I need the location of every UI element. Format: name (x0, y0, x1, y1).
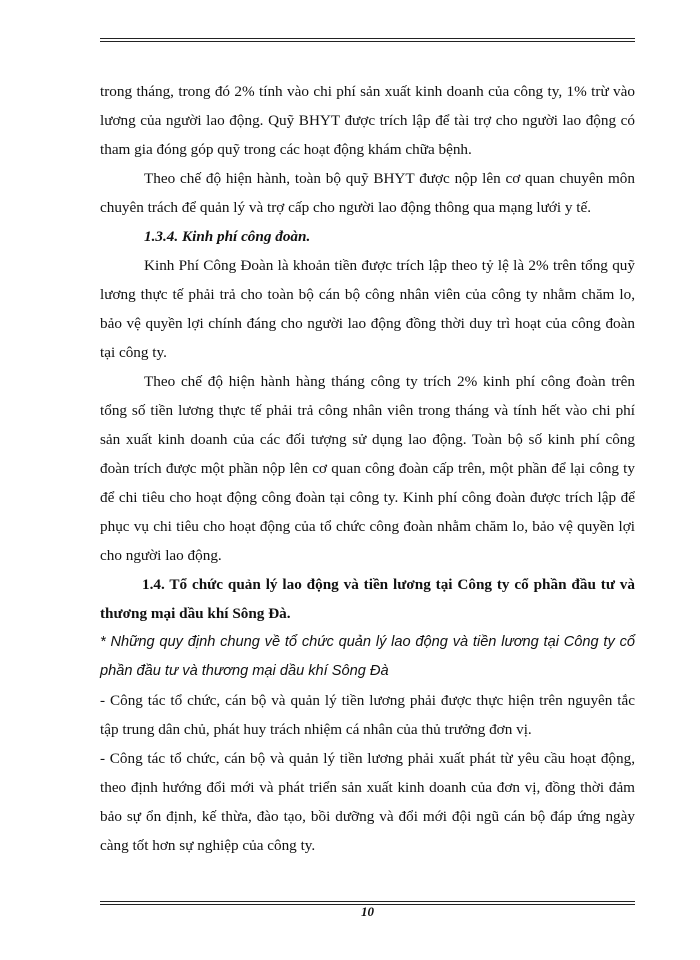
page-number: 10 (361, 904, 374, 919)
paragraph-bhyt-regime: Theo chế độ hiện hành, toàn bộ quỹ BHYT được nộp lên cơ quan chuyên môn chuyên trách để quản lý và trợ cấp cho người lao động thông qua mạng lưới y tế. (100, 170, 635, 216)
paragraph-bhyt-contribution: trong tháng, trong đó 2% tính vào chi phí sản xuất kinh doanh của công ty, 1% trừ vào lương của người lao động. Quỹ BHYT được trích lập để tài trợ cho người lao động có tham gia đóng góp quỹ trong các hoạt động khám chữa bệnh. (100, 83, 635, 158)
general-regulations-note: * Những quy định chung về tổ chức quản lý lao động và tiền lương tại Công ty cổ phần đầu tư và thương mại dầu khí Sông Đà (100, 634, 635, 679)
header-rule (100, 38, 635, 42)
bullet-principle-requirements: - Công tác tổ chức, cán bộ và quản lý tiền lương phải xuất phát từ yêu cầu hoạt động, theo định hướng đổi mới và phát triển sản xuất kinh doanh của đơn vị, đồng thời đảm bảo sự ổn định, kế thừa, đào tạo, bồi dưỡng và đổi mới đội ngũ cán bộ đáp ứng ngày càng tốt hơn sự nghiệp của công ty. (100, 750, 635, 854)
bullet-principle-democracy: - Công tác tổ chức, cán bộ và quản lý tiền lương phải được thực hiện trên nguyên tắc tập trung dân chủ, phát huy trách nhiệm cá nhân của thủ trưởng đơn vị. (100, 692, 635, 738)
page-body (100, 77, 635, 860)
section-heading-1-4: 1.4. Tổ chức quản lý lao động và tiền lương tại Công ty cổ phần đầu tư và thương mại dầu khí Sông Đà. (100, 576, 635, 622)
section-heading-1-3-4: 1.3.4. Kinh phí công đoàn. (144, 228, 311, 245)
paragraph-union-fee-regime: Theo chế độ hiện hành hàng tháng công ty trích 2% kinh phí công đoàn trên tổng số tiền lương thực tế phải trả công nhân viên trong tháng và tính hết vào chi phí sản xuất kinh doanh của các đối tượng sử dụng lao động. Toàn bộ số kinh phí công đoàn trích được một phần nộp lên cơ quan công đoàn cấp trên, một phần để lại công ty để chi tiêu cho hoạt động công đoàn tại công ty. Kinh phí công đoàn được trích lập để phục vụ chi tiêu cho hoạt động của tổ chức công đoàn nhằm chăm lo, bảo vệ quyền lợi cho người lao động. (100, 373, 635, 564)
paragraph-union-fee-definition: Kinh Phí Công Đoàn là khoản tiền được trích lập theo tỷ lệ là 2% trên tổng quỹ lương thực tế phải trả cho toàn bộ cán bộ công nhân viên của công ty nhằm chăm lo, bảo vệ quyền lợi chính đáng cho người lao động đồng thời duy trì hoạt của công đoàn tại công ty. (100, 257, 635, 361)
